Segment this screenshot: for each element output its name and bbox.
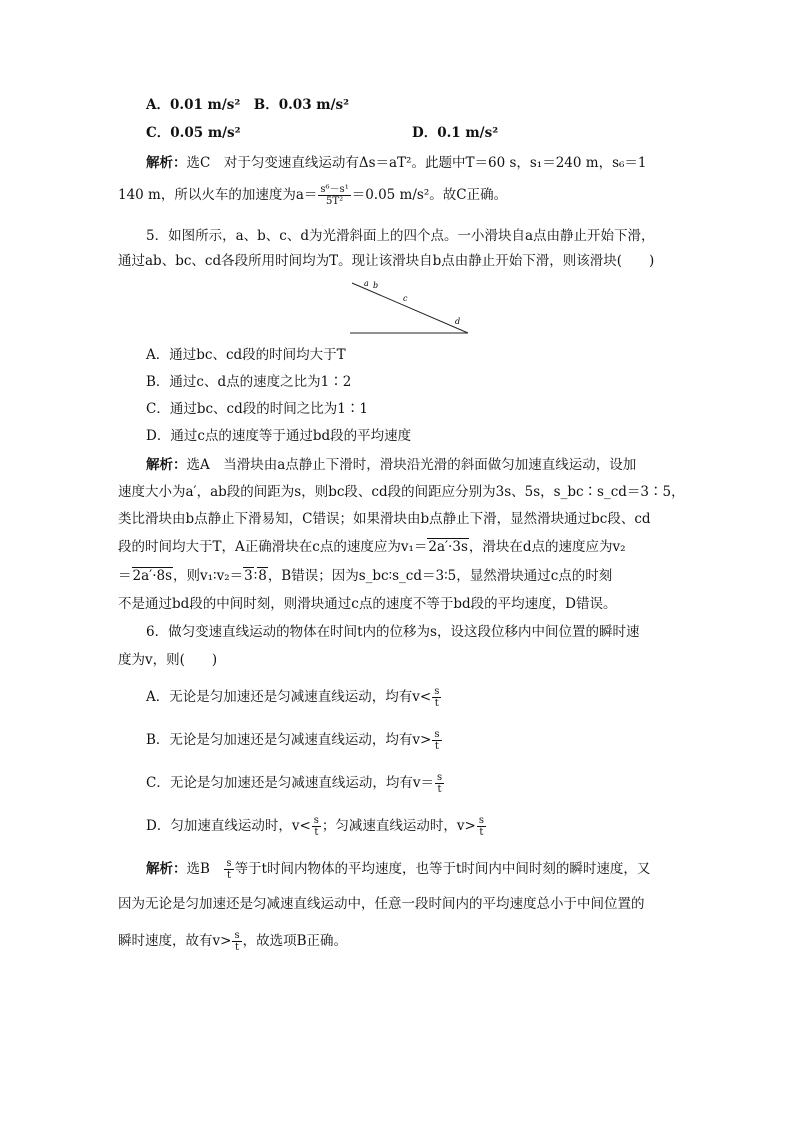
q5-option-d: D．通过c点的速度等于通过bd段的平均速度 xyxy=(146,428,412,444)
q4-answer-line-2: 140 m，所以火车的加速度为a＝ $\frac{\text{s⁶－s¹}}{\text{5T²}}$ ＝0.05 m/s²。故C正确。 xyxy=(118,184,508,207)
q6-stem-line-2: 度为v，则( ) xyxy=(118,652,218,668)
fig-label-c: c xyxy=(403,294,408,303)
q4-option-a: A．0.01 m/s² B．0.03 m/s² xyxy=(146,97,350,113)
incline-figure xyxy=(348,278,472,336)
q5-answer-line-1: 解析：选A 当滑块由a点静止下滑时，滑块沿光滑的斜面做匀加速直线运动，设加 xyxy=(146,457,637,473)
q5-option-b: B．通过c、d点的速度之比为1∶2 xyxy=(146,374,352,390)
q5-option-a: A．通过bc、cd段的时间均大于T xyxy=(146,347,346,363)
q6-option-b: B．无论是匀加速还是匀减速直线运动，均有v> $\frac{s}{t}$ xyxy=(146,729,440,752)
q6-option-a: A．无论是匀加速还是匀减速直线运动，均有v< $\frac{s}{t}$ xyxy=(146,686,440,709)
q4-option-d: D．0.1 m/s² xyxy=(412,125,499,141)
q5-stem-line-1: 5．如图所示，a、b、c、d为光滑斜面上的四个点。一小滑块自a点由静止开始下滑， xyxy=(146,228,655,244)
q5-answer-line-6: 不是通过bd段的中间时刻，则滑块通过c点的速度不等于bd段的平均速度，D错误。 xyxy=(118,596,617,612)
fig-label-b: b xyxy=(373,281,379,290)
q6-answer-line-3: 瞬时速度，故有v> $\frac{s}{t}$ ，故选项B正确。 xyxy=(118,930,348,953)
q4-option-c: C．0.05 m/s² xyxy=(146,125,241,141)
q5-answer-line-2: 速度大小为a′，ab段的间距为s，则bc段、cd段的间距应分别为3s、5s，s_bc∶s_cd＝3∶5， xyxy=(118,484,685,500)
q5-answer-line-4: 段的时间均大于T，A正确滑块在c点的速度应为v₁＝2a′·3s，滑块在d点的速度应为v₂ xyxy=(118,539,626,555)
incline-slope xyxy=(352,283,468,333)
q5-answer-line-3: 类比滑块由b点静止下滑易知，C错误；如果滑块由b点静止下滑，显然滑块通过bc段、cd xyxy=(118,511,651,527)
q6-answer-line-1: 解析：选B $\frac{s}{t}$ 等于t时间内物体的平均速度，也等于t时间内中间时刻的瞬时速度，又 xyxy=(146,858,651,881)
q6-stem-line-1: 6．做匀变速直线运动的物体在时间t内的位移为s，设这段位移内中间位置的瞬时速 xyxy=(146,624,640,640)
q4-fraction: $\frac{\text{s⁶－s¹}}{\text{5T²}}$ xyxy=(320,184,349,207)
q5-option-c: C．通过bc、cd段的时间之比为1∶1 xyxy=(146,401,368,417)
q5-stem-line-2: 通过ab、bc、cd各段所用时间均为T。现让该滑块自b点由静止开始下滑，则该滑块( ) xyxy=(118,253,655,269)
q6-option-d: D．匀加速直线运动时，v< $\frac{s}{t}$ ；匀减速直线运动时，v> $\frac{s}{t}$ xyxy=(146,815,484,838)
q4-answer-line-1: 解析：选C 对于匀变速直线运动有Δs＝aT²。此题中T＝60 s，s₁＝240 m，s₆＝1 xyxy=(146,155,647,171)
q5-answer-line-5: ＝2a′·8s，则v₁∶v₂＝3∶8，B错误；因为s_bc∶s_cd＝3∶5，显然滑块通过c点的时刻 xyxy=(118,568,613,584)
fig-label-d: d xyxy=(455,317,461,326)
q6-answer-line-2: 因为无论是匀加速还是匀减速直线运动中，任意一段时间内的平均速度总小于中间位置的 xyxy=(118,896,645,912)
fig-label-a: a xyxy=(364,279,369,288)
q6-option-c: C．无论是匀加速还是匀减速直线运动，均有v＝ $\frac{s}{t}$ xyxy=(146,772,443,795)
